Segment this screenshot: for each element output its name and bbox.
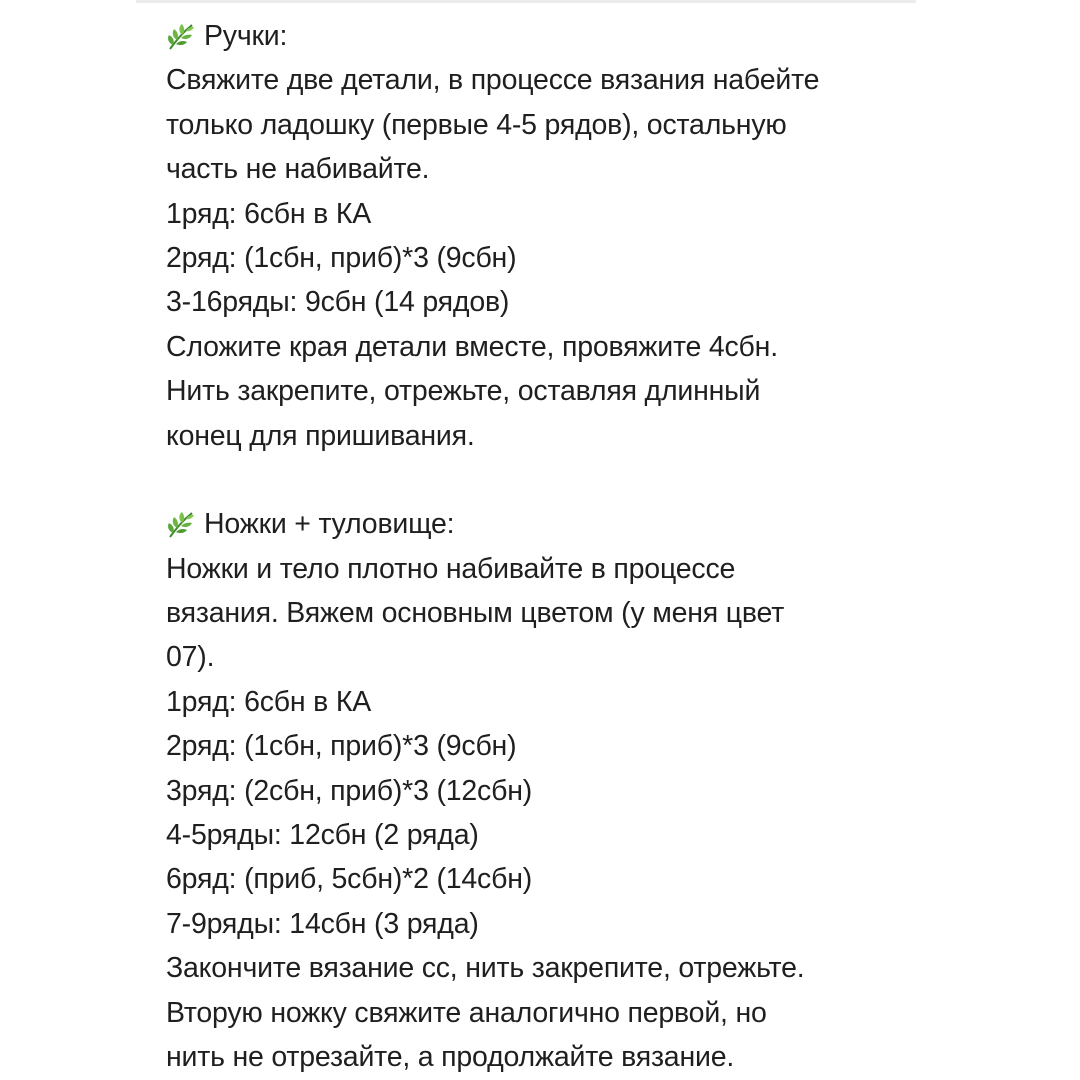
herb-leaf-icon	[164, 19, 198, 53]
top-divider	[136, 0, 916, 3]
text-line: Закончите вязание сс, нить закрепите, отрежьте.	[166, 952, 805, 985]
row-instruction: 4-5ряды: 12сбн (2 ряда)	[166, 819, 479, 852]
row-instruction: 3ряд: (2сбн, приб)*3 (12сбн)	[166, 774, 533, 807]
row-instruction: 1ряд: 6сбн в КА	[166, 685, 372, 718]
section-title: Ножки + туловище:	[204, 508, 455, 541]
row-instruction: 1ряд: 6сбн в КА	[166, 197, 372, 230]
section-title: Ручки:	[204, 20, 288, 52]
herb-leaf-icon	[164, 507, 198, 541]
row-instruction: 7-9ряды: 14сбн (3 ряда)	[166, 907, 479, 940]
row-instruction: 3-16ряды: 9сбн (14 рядов)	[166, 286, 510, 319]
text-line: Вторую ножку свяжите аналогично первой, но	[166, 996, 767, 1029]
text-line: часть не набивайте.	[166, 153, 430, 186]
text-line: Ножки и тело плотно набивайте в процессе	[166, 552, 736, 585]
section-heading-legs-body	[166, 502, 1046, 546]
text-line: Нить закрепите, отрежьте, оставляя длинный	[166, 375, 761, 408]
text-line: только ладошку (первые 4-5 рядов), остальную	[166, 108, 787, 141]
row-instruction: 2ряд: (1сбн, приб)*3 (9сбн)	[166, 730, 517, 763]
paragraph-spacer	[166, 458, 1046, 502]
text-line: конец для пришивания.	[166, 419, 475, 452]
row-instruction: 6ряд: (приб, 5сбн)*2 (14сбн)	[166, 863, 533, 896]
row-instruction: 2ряд: (1сбн, приб)*3 (9сбн)	[166, 241, 517, 274]
text-line: вязания. Вяжем основным цветом (у меня цвет	[166, 597, 785, 630]
text-line: Свяжите две детали, в процессе вязания набейте	[166, 64, 820, 97]
section-heading-hands	[166, 14, 1046, 58]
text-line: Сложите края детали вместе, провяжите 4сбн.	[166, 330, 778, 363]
document-body	[166, 14, 1046, 1079]
text-line: 07).	[166, 641, 215, 674]
text-line: нить не отрезайте, а продолжайте вязание.	[166, 1040, 735, 1073]
